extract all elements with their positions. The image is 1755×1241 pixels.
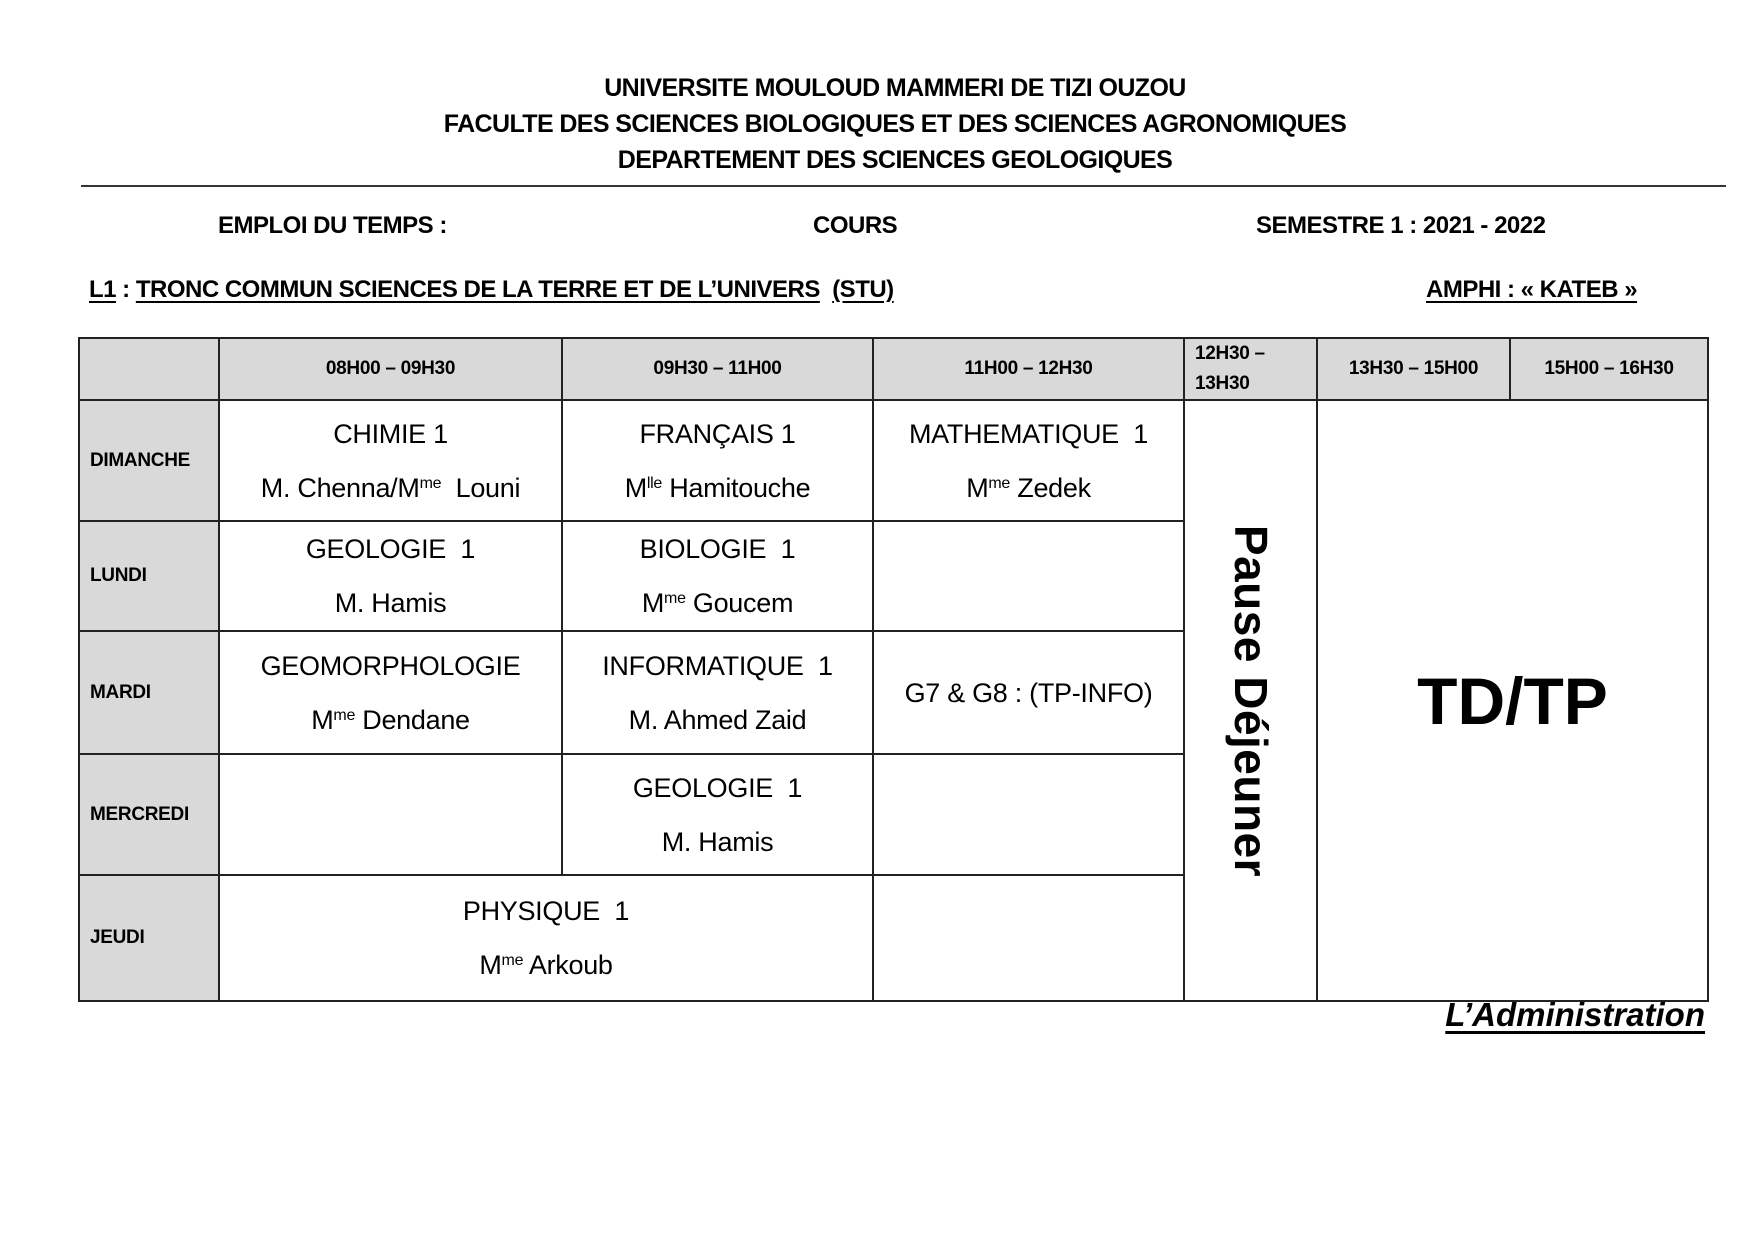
teacher: $M^{lle}$ Hamitouche [624, 472, 811, 503]
cell-dimanche-0930 [562, 400, 873, 521]
teacher: $M^{me}$ Dendane [311, 704, 470, 735]
header-divider [81, 185, 1726, 187]
cell-mercredi-0930 [562, 754, 873, 875]
cell-dimanche-1100 [873, 400, 1184, 521]
col-header-1500: 15H00 – 16H30 [1510, 338, 1708, 400]
col-header-0930: 09H30 – 11H00 [562, 338, 873, 400]
cell-lundi-1100 [873, 521, 1184, 631]
amphi: AMPHI : « KATEB » [1426, 276, 1638, 303]
lunch-break-cell [1184, 400, 1317, 1001]
cell-lundi-0800 [219, 521, 562, 631]
corner-cell [79, 338, 219, 400]
teacher: $M^{me}$ Zedek [966, 472, 1091, 503]
day-mercredi: MERCREDI [79, 754, 219, 875]
subject: G7 & G8 : (TP-INFO) [904, 677, 1153, 708]
subject: CHIMIE 1 [333, 418, 448, 449]
teacher: $M^{me}$ Goucem [641, 588, 794, 618]
subject: PHYSIQUE 1 [462, 896, 630, 926]
cell-dimanche-0800 [219, 400, 562, 521]
university-name: UNIVERSITE MOULOUD MAMMERI DE TIZI OUZOU [604, 74, 1186, 102]
schedule-type: COURS [813, 212, 898, 239]
level: L1 [89, 276, 117, 303]
program-abbr: (STU) [832, 276, 894, 303]
subject: INFORMATIQUE 1 [602, 650, 833, 681]
lunch-break-label: Pause Déjeuner [1224, 524, 1277, 877]
program-name: TRONC COMMUN SCIENCES DE LA TERRE ET DE L’UNIVERS [135, 276, 820, 303]
program-line [89, 276, 894, 304]
subject: BIOLOGIE 1 [639, 534, 796, 564]
subject: FRANÇAIS 1 [639, 418, 796, 449]
teacher: M. Hamis [334, 588, 447, 618]
cell-mardi-0930 [562, 631, 873, 754]
faculty-name: FACULTE DES SCIENCES BIOLOGIQUES ET DES SCIENCES AGRONOMIQUES [443, 110, 1347, 138]
day-mardi: MARDI [79, 631, 219, 754]
cell-mardi-1100 [873, 631, 1184, 754]
header-row [79, 338, 1708, 400]
teacher: $M^{me}$ Arkoub [479, 950, 613, 980]
cell-mardi-0800 [219, 631, 562, 754]
col-header-1330: 13H30 – 15H00 [1317, 338, 1510, 400]
subject: GEOLOGIE 1 [632, 772, 803, 803]
td-tp-block: TD/TP [1317, 400, 1708, 1001]
signature: L’Administration [1445, 996, 1705, 1033]
col-header-1230-end: 13H30 [1195, 373, 1250, 394]
col-header-0800: 08H00 – 09H30 [219, 338, 562, 400]
cell-lundi-0930 [562, 521, 873, 631]
col-header-1230-start: 12H30 – [1195, 343, 1265, 364]
row-dimanche [79, 400, 1708, 521]
day-dimanche: DIMANCHE [79, 400, 219, 521]
timetable [78, 337, 1709, 1002]
semester: SEMESTRE 1 : 2021 - 2022 [1256, 212, 1546, 239]
cell-jeudi-0800-1100 [219, 875, 873, 1001]
cell-jeudi-1100 [873, 875, 1184, 1001]
subject: GEOMORPHOLOGIE [260, 650, 521, 681]
cell-mercredi-1100 [873, 754, 1184, 875]
subject: GEOLOGIE 1 [305, 534, 476, 564]
col-header-1230 [1184, 338, 1317, 400]
col-header-1100: 11H00 – 12H30 [873, 338, 1184, 400]
teacher: M. Ahmed Zaid [628, 704, 807, 735]
teacher: M. Hamis [661, 826, 774, 857]
department-name: DEPARTEMENT DES SCIENCES GEOLOGIQUES [617, 146, 1173, 174]
day-jeudi: JEUDI [79, 875, 219, 1001]
subject: MATHEMATIQUE 1 [908, 418, 1148, 449]
cell-mercredi-0800 [219, 754, 562, 875]
day-lundi: LUNDI [79, 521, 219, 631]
teacher: M. Chenna/$M^{me}$ Louni [260, 472, 521, 503]
level-separator: : [116, 276, 136, 303]
schedule-label: EMPLOI DU TEMPS : [218, 212, 447, 239]
